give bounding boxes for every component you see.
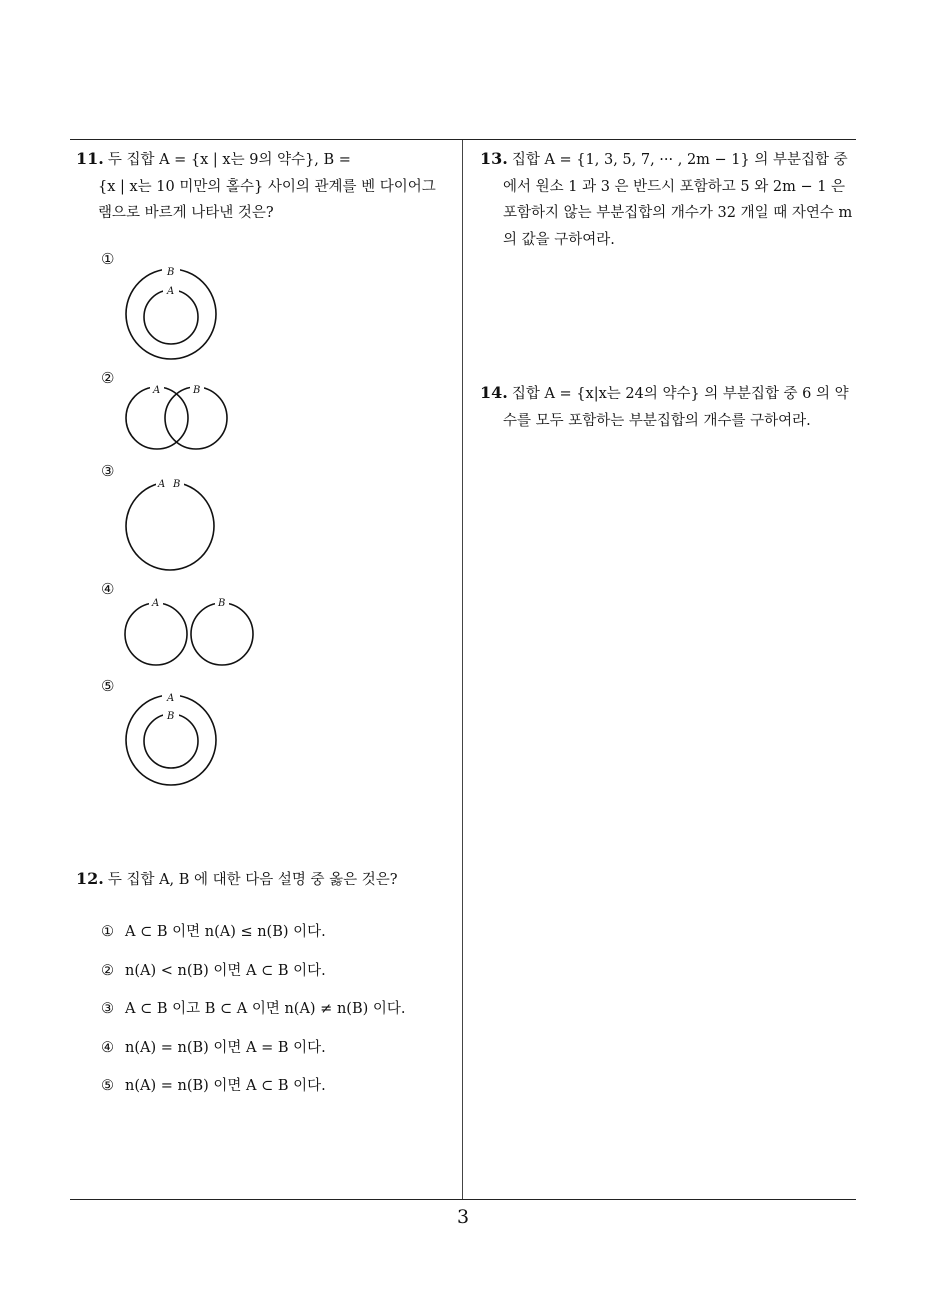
- venn-label: B: [193, 385, 201, 396]
- venn-diagram-option-5[interactable]: [118, 690, 228, 790]
- option-5-mark[interactable]: ⑤: [101, 677, 115, 695]
- choice-4[interactable]: [101, 1036, 326, 1057]
- choice-text: n(A) = n(B) 이면 A = B 이다.: [125, 1040, 326, 1056]
- question-number: 13.: [480, 149, 508, 168]
- choice-text: n(A) < n(B) 이면 A ⊂ B 이다.: [125, 963, 326, 979]
- question-13: [480, 146, 860, 253]
- question-text-line1: 집합 A = {1, 3, 5, 7, ··· , 2m − 1} 의 부분집합 중: [511, 152, 848, 168]
- circle-a: [126, 387, 188, 449]
- inner-circle: [144, 290, 198, 344]
- option-4-mark[interactable]: ④: [101, 580, 115, 598]
- question-text-line2: 에서 원소 1 과 3 은 반드시 포함하고 5 와 2m − 1 은: [503, 178, 846, 195]
- question-text-line1: 두 집합 A = {x | x는 9의 약수}, B =: [107, 152, 351, 168]
- choice-1[interactable]: [101, 920, 326, 941]
- choice-2[interactable]: [101, 959, 326, 980]
- inner-circle: [144, 714, 198, 768]
- venn-diagram-option-1[interactable]: [118, 262, 228, 362]
- choice-text: A ⊂ B 이면 n(A) ≤ n(B) 이다.: [125, 924, 326, 940]
- question-text: 두 집합 A, B 에 대한 다음 설명 중 옳은 것은?: [107, 872, 398, 888]
- question-text-line4: 의 값을 구하여라.: [503, 231, 615, 248]
- question-12: [76, 866, 456, 894]
- question-number: 12.: [76, 869, 104, 888]
- venn-label: A: [153, 385, 161, 396]
- page-number: 3: [456, 1206, 470, 1228]
- question-text-line2: 수를 모두 포함하는 부분집합의 개수를 구하여라.: [503, 412, 811, 429]
- venn-label: B: [173, 479, 181, 490]
- choice-5[interactable]: [101, 1074, 326, 1095]
- question-number: 11.: [76, 149, 104, 168]
- question-14: [480, 380, 860, 434]
- option-3-mark[interactable]: ③: [101, 462, 115, 480]
- circle-a-b: [126, 482, 214, 570]
- question-text-line3: 램으로 바르게 나타낸 것은?: [98, 205, 274, 221]
- venn-label: B: [218, 598, 226, 609]
- choice-text: A ⊂ B 이고 B ⊂ A 이면 n(A) ≠ n(B) 이다.: [125, 1001, 406, 1017]
- option-2-mark[interactable]: ②: [101, 369, 115, 387]
- top-rule: [70, 139, 856, 140]
- venn-label: A: [152, 598, 160, 609]
- venn-label: A: [167, 693, 175, 704]
- choice-mark: ⑤: [101, 1078, 114, 1094]
- choice-mark: ④: [101, 1040, 114, 1056]
- outer-circle: [126, 269, 216, 359]
- choice-mark: ③: [101, 1001, 114, 1017]
- circle-b: [191, 603, 253, 665]
- circle-b: [165, 387, 227, 449]
- column-divider: [462, 140, 463, 1200]
- bottom-rule: [70, 1199, 856, 1200]
- question-text-line1: 집합 A = {x|x는 24의 약수} 의 부분집합 중 6 의 약: [511, 386, 849, 402]
- option-1-mark[interactable]: ①: [101, 250, 115, 268]
- venn-diagram-option-2[interactable]: [118, 382, 238, 454]
- venn-diagram-option-3[interactable]: [118, 476, 222, 576]
- question-11: [76, 146, 456, 227]
- choice-text: n(A) = n(B) 이면 A ⊂ B 이다.: [125, 1078, 326, 1094]
- circle-a: [125, 603, 187, 665]
- outer-circle: [126, 695, 216, 785]
- venn-label: B: [167, 267, 175, 278]
- choice-mark: ②: [101, 963, 114, 979]
- choice-mark: ①: [101, 924, 114, 940]
- question-text-line2: {x | x는 10 미만의 홀수} 사이의 관계를 벤 다이어그: [98, 178, 436, 195]
- choice-3[interactable]: [101, 997, 406, 1018]
- venn-label: B: [167, 711, 175, 722]
- venn-diagram-option-4[interactable]: [118, 594, 260, 670]
- venn-label: A: [167, 286, 175, 297]
- question-number: 14.: [480, 383, 508, 402]
- venn-label: A: [158, 479, 166, 490]
- question-text-line3: 포함하지 않는 부분집합의 개수가 32 개일 때 자연수 m: [503, 205, 853, 221]
